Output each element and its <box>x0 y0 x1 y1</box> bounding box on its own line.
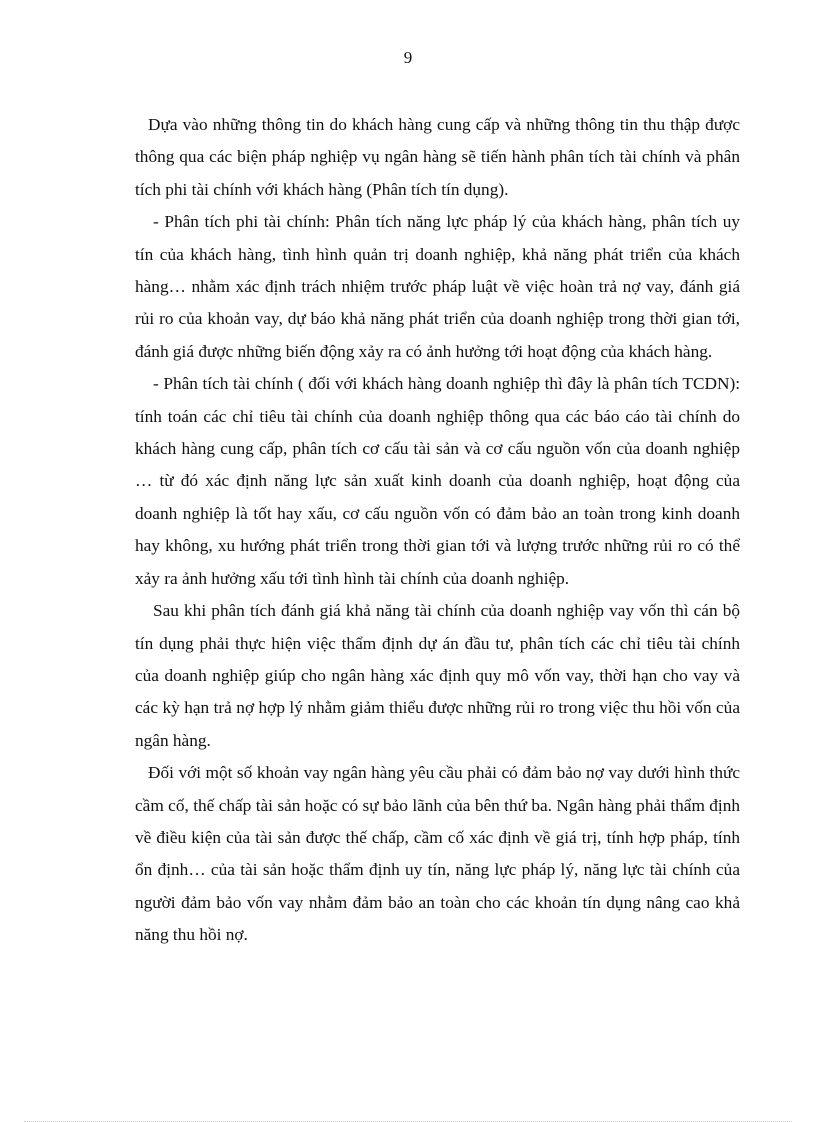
paragraph-credit-analysis-intro: Dựa vào những thông tin do khách hàng cung cấp và những thông tin thu thập được thông qua các biện pháp nghiệp vụ ngân hàng sẽ tiến hành phân tích tài chính và phân tích phi tài chính với khách hàng (Phân tích tín dụng). <box>135 115 740 199</box>
paragraph-financial-analysis: - Phân tích tài chính ( đối với khách hàng doanh nghiệp thì đây là phân tích TCDN): tính toán các chỉ tiêu tài chính của doanh nghiệp thông qua các báo cáo tài chính do khách hàng cung cấp, phân tích cơ cấu tài sản và cơ cấu nguồn vốn của doanh nghiệp … từ đó xác định năng lực sản xuất kinh doanh của doanh nghiệp, hoạt động của doanh nghiệp là tốt hay xấu, cơ cấu nguồn vốn có đảm bảo an toàn trong kinh doanh hay không, xu hướng phát triển trong thời gian tới và lượng trước những rủi ro có thể xảy ra ảnh hưởng xấu tới tình hình tài chính của doanh nghiệp. <box>135 374 740 588</box>
page-number: 9 <box>403 48 413 67</box>
paragraph-non-financial-analysis: - Phân tích phi tài chính: Phân tích năng lực pháp lý của khách hàng, phân tích uy tín của khách hàng, tình hình quản trị doanh nghiệp, khả năng phát triển của khách hàng… nhằm xác định trách nhiệm trước pháp luật về việc hoàn trả nợ vay, đánh giá rủi ro của khoản vay, dự báo khả năng phát triển của doanh nghiệp trong thời gian tới, đánh giá được những biến động xảy ra có ảnh hưởng tới hoạt động của khách hàng. <box>135 212 740 361</box>
paragraph-project-appraisal: Sau khi phân tích đánh giá khả năng tài chính của doanh nghiệp vay vốn thì cán bộ tín dụng phải thực hiện việc thẩm định dự án đầu tư, phân tích các chỉ tiêu tài chính của doanh nghiệp giúp cho ngân hàng xác định quy mô vốn vay, thời hạn cho vay và các kỳ hạn trả nợ hợp lý nhằm giảm thiểu được những rủi ro trong việc thu hồi vốn của ngân hàng. <box>135 601 740 750</box>
page-bottom-rule <box>24 1121 792 1122</box>
body-text <box>135 109 740 952</box>
paragraph-collateral: Đối với một số khoản vay ngân hàng yêu cầu phải có đảm bảo nợ vay dưới hình thức cầm cố, thế chấp tài sản hoặc có sự bảo lãnh của bên thứ ba. Ngân hàng phải thẩm định về điều kiện của tài sản được thế chấp, cầm cố xác định về giá trị, tính hợp pháp, tính ổn định… của tài sản hoặc thẩm định uy tín, năng lực pháp lý, năng lực tài chính của người đảm bảo vốn vay nhằm đảm bảo an toàn cho các khoản tín dụng nâng cao khả năng thu hồi nợ. <box>135 763 740 945</box>
